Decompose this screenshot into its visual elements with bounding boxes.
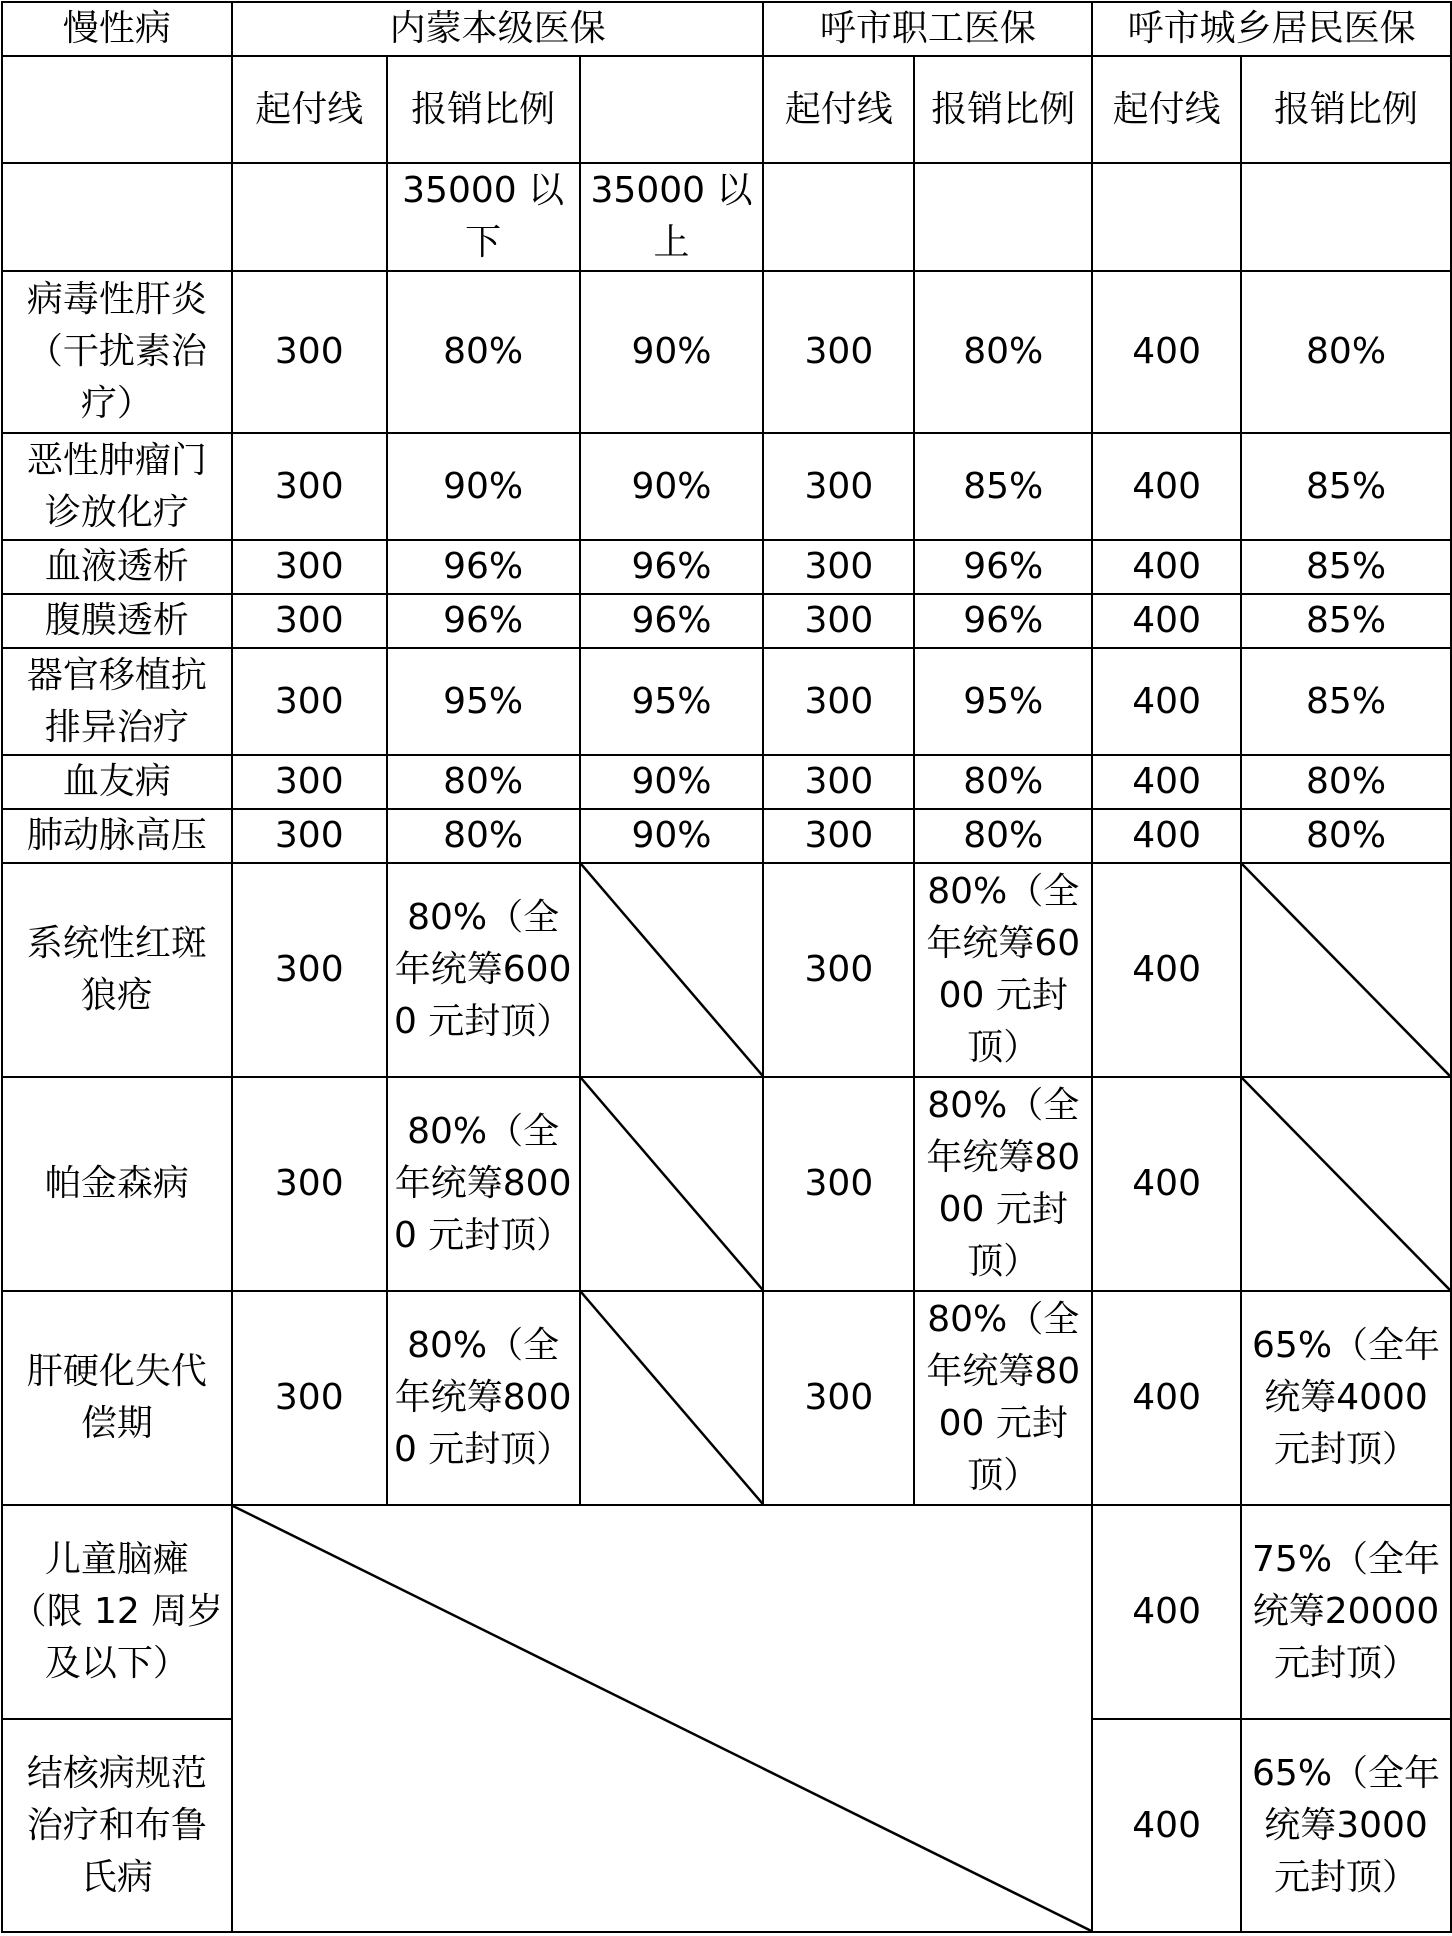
hs-worker-ratio: 80%（全年统筹8000 元封顶） xyxy=(914,1291,1092,1505)
disease-name: 恶性肿瘤门诊放化疗 xyxy=(2,433,232,540)
not-applicable-block xyxy=(232,1505,1092,1932)
subheader-hs-resident-deductible: 起付线 xyxy=(1092,56,1241,163)
disease-name: 腹膜透析 xyxy=(2,594,232,648)
hs-resident-deductible: 400 xyxy=(1092,863,1241,1077)
not-applicable-cell xyxy=(1241,1077,1451,1291)
subheader-nm-deductible: 起付线 xyxy=(232,56,387,163)
diagonal-strike xyxy=(581,1292,763,1504)
nm-deductible: 300 xyxy=(232,755,387,809)
disease-name: 结核病规范治疗和布鲁氏病 xyxy=(2,1719,232,1932)
header-hs-resident-insurance: 呼市城乡居民医保 xyxy=(1092,2,1451,56)
nm-ratio-below: 80%（全年统筹8000 元封顶） xyxy=(387,1077,580,1291)
nm-deductible: 300 xyxy=(232,809,387,863)
hs-resident-deductible: 400 xyxy=(1092,1719,1241,1932)
nm-deductible: 300 xyxy=(232,540,387,594)
nm-deductible: 300 xyxy=(232,863,387,1077)
hs-resident-ratio: 65%（全年统筹4000 元封顶） xyxy=(1241,1291,1451,1505)
nm-ratio-below: 80%（全年统筹8000 元封顶） xyxy=(387,1291,580,1505)
threshold-above: 35000 以上 xyxy=(580,163,764,271)
hs-worker-deductible: 300 xyxy=(763,863,914,1077)
header-hs-worker-insurance: 呼市职工医保 xyxy=(763,2,1092,56)
hs-resident-deductible: 400 xyxy=(1092,271,1241,433)
hs-worker-ratio: 80% xyxy=(914,755,1092,809)
hs-worker-ratio: 80%（全年统筹8000 元封顶） xyxy=(914,1077,1092,1291)
nm-ratio-below: 96% xyxy=(387,594,580,648)
hs-worker-ratio: 96% xyxy=(914,594,1092,648)
hs-worker-deductible: 300 xyxy=(763,809,914,863)
subheader-nm-empty xyxy=(580,56,764,163)
disease-name: 儿童脑瘫（限 12 周岁及以下） xyxy=(2,1505,232,1719)
nm-ratio-below: 80%（全年统筹6000 元封顶） xyxy=(387,863,580,1077)
nm-ratio-above: 90% xyxy=(580,809,764,863)
not-applicable-cell xyxy=(580,1291,764,1505)
threshold-empty xyxy=(1241,163,1451,271)
disease-name: 帕金森病 xyxy=(2,1077,232,1291)
subheader-nm-ratio: 报销比例 xyxy=(387,56,580,163)
nm-deductible: 300 xyxy=(232,271,387,433)
hs-worker-deductible: 300 xyxy=(763,1291,914,1505)
threshold-below: 35000 以下 xyxy=(387,163,580,271)
threshold-empty xyxy=(763,163,914,271)
hs-worker-deductible: 300 xyxy=(763,648,914,755)
chronic-disease-table xyxy=(1,1,1452,1933)
nm-ratio-above: 96% xyxy=(580,540,764,594)
hs-resident-deductible: 400 xyxy=(1092,540,1241,594)
subheader-empty xyxy=(2,56,232,163)
nm-deductible: 300 xyxy=(232,648,387,755)
hs-resident-ratio: 65%（全年统筹3000 元封顶） xyxy=(1241,1719,1451,1932)
not-applicable-cell xyxy=(580,1077,764,1291)
hs-resident-deductible: 400 xyxy=(1092,1077,1241,1291)
nm-deductible: 300 xyxy=(232,1077,387,1291)
nm-ratio-above: 96% xyxy=(580,594,764,648)
nm-ratio-below: 80% xyxy=(387,809,580,863)
disease-name: 器官移植抗排异治疗 xyxy=(2,648,232,755)
nm-ratio-above: 90% xyxy=(580,755,764,809)
nm-deductible: 300 xyxy=(232,433,387,540)
not-applicable-cell xyxy=(580,863,764,1077)
hs-resident-ratio: 80% xyxy=(1241,271,1451,433)
disease-name: 肝硬化失代偿期 xyxy=(2,1291,232,1505)
hs-resident-deductible: 400 xyxy=(1092,1505,1241,1719)
hs-worker-deductible: 300 xyxy=(763,755,914,809)
diagonal-strike xyxy=(1242,864,1450,1076)
hs-resident-deductible: 400 xyxy=(1092,809,1241,863)
disease-name: 血液透析 xyxy=(2,540,232,594)
hs-resident-ratio: 85% xyxy=(1241,540,1451,594)
hs-worker-ratio: 95% xyxy=(914,648,1092,755)
nm-ratio-above: 90% xyxy=(580,271,764,433)
threshold-empty xyxy=(1092,163,1241,271)
threshold-empty xyxy=(2,163,232,271)
diagonal-strike xyxy=(581,864,763,1076)
disease-name: 系统性红斑狼疮 xyxy=(2,863,232,1077)
nm-ratio-below: 90% xyxy=(387,433,580,540)
threshold-empty xyxy=(232,163,387,271)
hs-worker-ratio: 80% xyxy=(914,809,1092,863)
diagonal-strike xyxy=(233,1506,1091,1931)
hs-worker-ratio: 80%（全年统筹6000 元封顶） xyxy=(914,863,1092,1077)
nm-ratio-above: 95% xyxy=(580,648,764,755)
header-disease: 慢性病 xyxy=(2,2,232,56)
threshold-empty xyxy=(914,163,1092,271)
hs-resident-deductible: 400 xyxy=(1092,433,1241,540)
not-applicable-cell xyxy=(1241,863,1451,1077)
disease-name: 肺动脉高压 xyxy=(2,809,232,863)
hs-worker-ratio: 96% xyxy=(914,540,1092,594)
nm-ratio-below: 96% xyxy=(387,540,580,594)
hs-worker-deductible: 300 xyxy=(763,540,914,594)
hs-resident-deductible: 400 xyxy=(1092,648,1241,755)
disease-name: 血友病 xyxy=(2,755,232,809)
hs-worker-ratio: 80% xyxy=(914,271,1092,433)
diagonal-strike xyxy=(1242,1078,1450,1290)
hs-resident-deductible: 400 xyxy=(1092,1291,1241,1505)
nm-ratio-below: 80% xyxy=(387,755,580,809)
subheader-hs-worker-ratio: 报销比例 xyxy=(914,56,1092,163)
hs-worker-ratio: 85% xyxy=(914,433,1092,540)
hs-resident-ratio: 80% xyxy=(1241,755,1451,809)
hs-worker-deductible: 300 xyxy=(763,594,914,648)
hs-worker-deductible: 300 xyxy=(763,1077,914,1291)
diagonal-strike xyxy=(581,1078,763,1290)
hs-resident-ratio: 85% xyxy=(1241,594,1451,648)
subheader-hs-worker-deductible: 起付线 xyxy=(763,56,914,163)
disease-name: 病毒性肝炎（干扰素治疗） xyxy=(2,271,232,433)
nm-ratio-above: 90% xyxy=(580,433,764,540)
nm-deductible: 300 xyxy=(232,594,387,648)
hs-worker-deductible: 300 xyxy=(763,433,914,540)
hs-resident-deductible: 400 xyxy=(1092,594,1241,648)
hs-resident-ratio: 80% xyxy=(1241,809,1451,863)
header-nm-insurance: 内蒙本级医保 xyxy=(232,2,764,56)
nm-ratio-below: 80% xyxy=(387,271,580,433)
hs-resident-ratio: 85% xyxy=(1241,433,1451,540)
hs-resident-ratio: 85% xyxy=(1241,648,1451,755)
nm-ratio-below: 95% xyxy=(387,648,580,755)
hs-resident-deductible: 400 xyxy=(1092,755,1241,809)
subheader-hs-resident-ratio: 报销比例 xyxy=(1241,56,1451,163)
hs-worker-deductible: 300 xyxy=(763,271,914,433)
nm-deductible: 300 xyxy=(232,1291,387,1505)
hs-resident-ratio: 75%（全年统筹20000 元封顶） xyxy=(1241,1505,1451,1719)
